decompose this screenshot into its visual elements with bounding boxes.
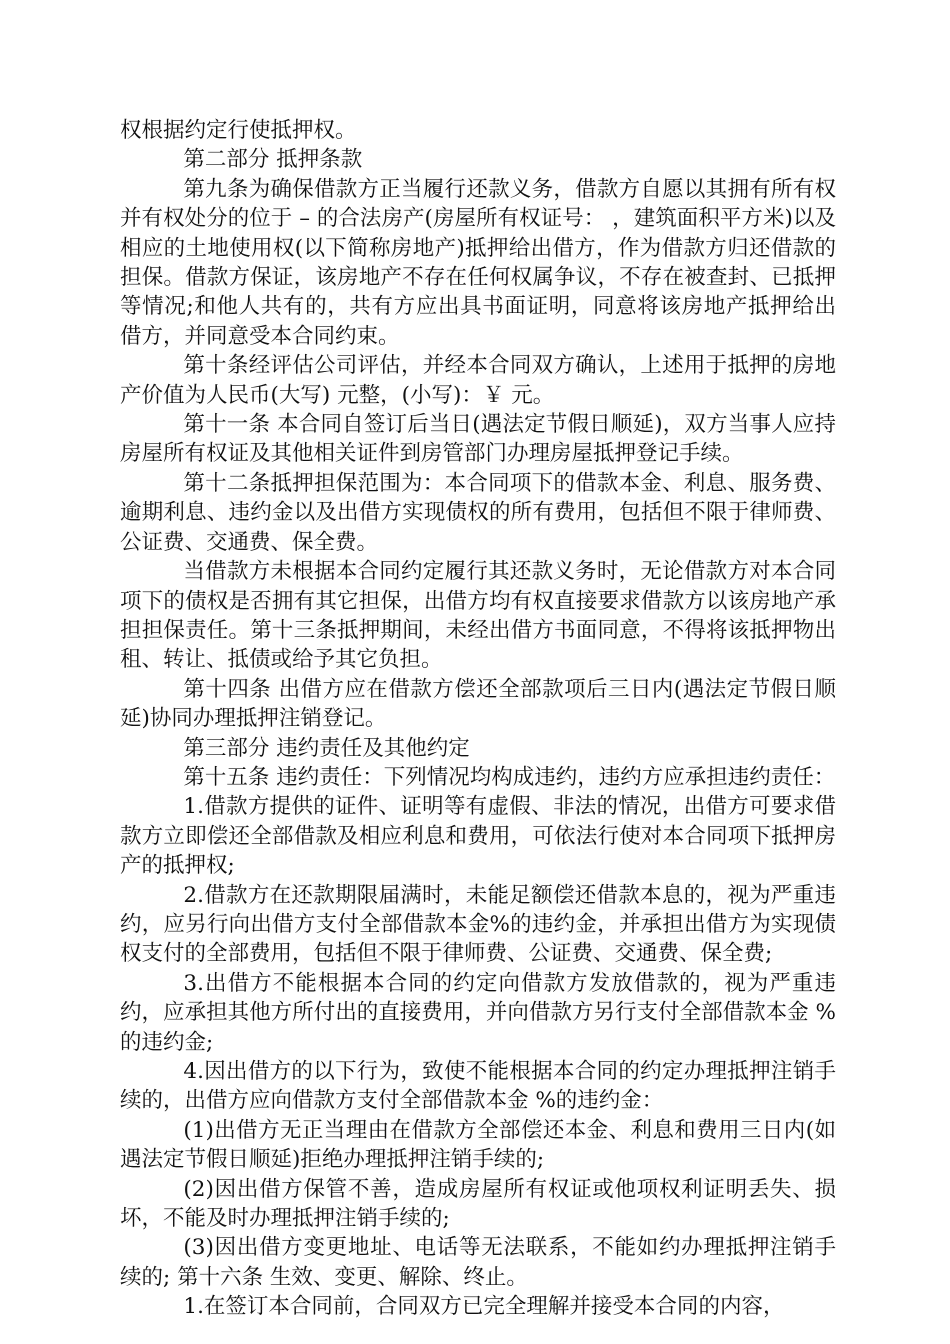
article-12-paragraph: 第十二条抵押担保范围为：本合同项下的借款本金、利息、服务费、逾期利息、违约金以及出借方实现债权的所有费用，包括但不限于律师费、公证费、交通费、保全费。 — [120, 470, 836, 555]
list-item-1: 1.借款方提供的证件、证明等有虚假、非法的情况，出借方可要求借款方立即偿还全部借款及相应利息和费用，可依法行使对本合同项下抵押房产的抵押权; — [120, 794, 836, 879]
article-10-paragraph: 第十条经评估公司评估，并经本合同双方确认，上述用于抵押的房地产价值为人民币(大写) 元整，(小写)：￥ 元。 — [120, 353, 836, 408]
article-9-paragraph: 第九条为确保借款方正当履行还款义务，借款方自愿以其拥有所有权并有权处分的位于 – 的合法房产(房屋所有权证号： ，建筑面积平方米)以及相应的土地使用权(以下简称房地产)抵押给出借方，作为借款方归还借款的担保。借款方保证，该房地产不存在任何权属争议，不存在被查封、已抵押等情况;和他人共有的，共有方应出具书面证明，同意将该房地产抵押给出借方，并同意受本合同约束。 — [120, 176, 836, 349]
list-item-2: 2.借款方在还款期限届满时，未能足额偿还借款本息的，视为严重违约，应另行向出借方支付全部借款本金%的违约金，并承担出借方为实现债权支付的全部费用，包括但不限于律师费、公证费、交通费、保全费; — [120, 882, 836, 967]
list-item-4: 4.因出借方的以下行为，致使不能根据本合同的约定办理抵押注销手续的，出借方应向借款方支付全部借款本金 %的违约金： — [120, 1059, 836, 1114]
article-16-item-1: 1.在签订本合同前，合同双方已完全理解并接受本合同的内容， — [183, 1294, 785, 1320]
section-heading-part-three: 第三部分 违约责任及其他约定 — [183, 735, 470, 761]
sub-item-2: (2)因出借方保管不善，造成房屋所有权证或他项权利证明丢失、损坏，不能及时办理抵押注销手续的; — [120, 1176, 836, 1232]
section-heading-part-two: 第二部分 抵押条款 — [183, 147, 363, 173]
sub-item-3: (3)因出借方变更地址、电话等无法联系，不能如约办理抵押注销手续的; 第十六条 生效、变更、解除、终止。 — [120, 1235, 836, 1290]
paragraph-continuation: 权根据约定行使抵押权。 — [120, 118, 357, 143]
article-15-paragraph: 第十五条 违约责任：下列情况均构成违约，违约方应承担违约责任： — [183, 764, 836, 790]
article-14-paragraph: 第十四条 出借方应在借款方偿还全部款项后三日内(遇法定节假日顺延)协同办理抵押注销登记。 — [120, 676, 836, 732]
article-13-paragraph: 当借款方未根据本合同约定履行其还款义务时，无论借款方对本合同项下的债权是否拥有其它担保，出借方均有权直接要求借款方以该房地产承担担保责任。第十三条抵押期间，未经出借方书面同意，不得将该抵押物出租、转让、抵债或给予其它负担。 — [120, 559, 836, 673]
list-item-3: 3.出借方不能根据本合同的约定向借款方发放借款的，视为严重违约，应承担其他方所付出的直接费用，并向借款方另行支付全部借款本金 %的违约金; — [120, 970, 836, 1055]
article-11-paragraph: 第十一条 本合同自签订后当日(遇法定节假日顺延)，双方当事人应持房屋所有权证及其他相关证件到房管部门办理房屋抵押登记手续。 — [120, 412, 836, 467]
document-page — [120, 116, 836, 1322]
sub-item-1: (1)出借方无正当理由在借款方全部偿还本金、利息和费用三日内(如遇法定节假日顺延)拒绝办理抵押注销手续的; — [120, 1117, 836, 1173]
